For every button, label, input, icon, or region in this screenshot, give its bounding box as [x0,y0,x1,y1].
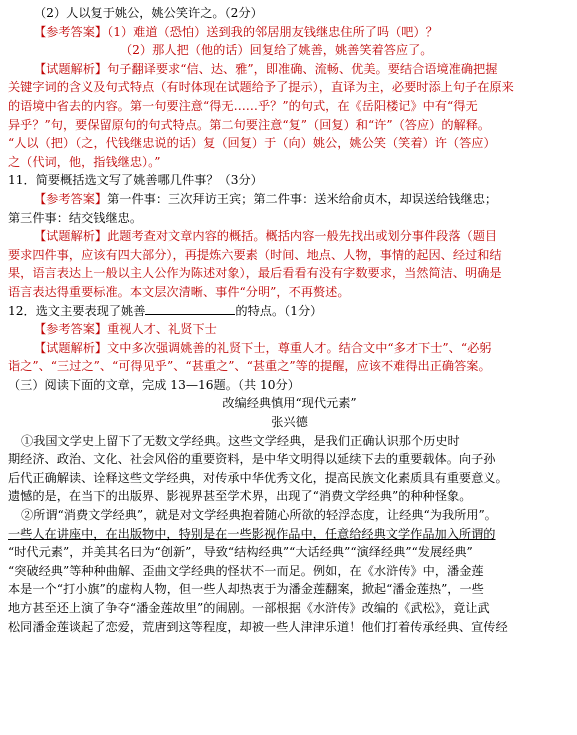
q12-answer [8,320,571,339]
q11-analysis-line: 语言表达得重要标准。本文层次清晰、事件“分明”，不再赘述。 [8,284,350,299]
section-heading: （三）阅读下面的文章，完成 13—16题。（共 10分） [8,377,300,392]
answer-text: 第一件事：三次拜访王宾；第二件事：送米给俞贞木，却误送给钱继忠； [107,191,498,206]
analysis-text: 此题考查对文章内容的概括。概括内容一般先找出或划分事件段落（题目 [107,229,498,244]
analysis-tag: 【试题解析】 [34,340,108,355]
q11-answer-line [8,190,571,209]
analysis-tag: 【试题解析】 [34,61,108,76]
article-p2-line: 一些人在讲座中，在出版物中，特别是在一些影视作品中，任意给经典文学作品加入所谓的 [8,526,496,541]
answer-tag: 【参考答案】 [34,322,108,337]
q10-2-analysis-line [8,60,571,79]
article-title: 改编经典慎用“现代元素” [222,396,357,411]
q10-2-analysis-line: “人以（把）（之，代钱继忠说的话）复（回复）于（向）姚公，姚公笑（笑着）许（答应） [8,136,496,151]
q11-analysis-line: 要求四件事，应该有四大部分），再提炼六要素（时间、地点、人物，事情的起因、经过和结 [8,247,502,262]
article-p1-line: 遗憾的是，在当下的出版界、影视界甚至学术界，出现了“消费文学经典”的种种怪象。 [8,489,472,504]
article-p1-line: ①我国文学史上留下了无数文学经典。这些文学经典，是我们正确认识那个历史时 [21,433,460,448]
article-p1-line: 期经济、政治、文化、社会风俗的重要资料，是中华文明得以延续下去的重要载体。向子孙 [8,452,496,467]
analysis-text: 句子翻译要求“信、达、雅”，即准确、流畅、优美。要结合语境准确把握 [107,61,498,76]
article-author: 张兴德 [271,415,308,430]
q10-2-analysis-line: 的语境中省去的内容。第一句要注意“得无……乎？”的句式，在《岳阳楼记》中有“得无 [8,98,478,113]
q12-analysis-line: 诣之”、“三过之”、“可得见乎”、“甚重之”、“甚重之”等的提醒，应该不难得出正确答案。 [8,359,491,374]
article-p2-line: “突破经典”等种种曲解、歪曲文学经典的怪状不一而足。例如，在《水浒传》中，潘金莲 [8,563,484,578]
answer-tag: 【参考答案】 [34,24,108,39]
q10-2-question: （2）人以复于姚公，姚公笑许之。（2分） [34,6,263,20]
q11-analysis-line [8,227,571,246]
answer-text: 重视人才、礼贤下士 [107,322,217,337]
analysis-tag: 【试题解析】 [34,229,108,244]
article-p2-line: “时代元素”，并美其名曰为“创新”，导致“结构经典”“大话经典”“演绎经典”“发展经典” [8,545,473,560]
q12-question [8,302,571,321]
analysis-text: 文中多次强调姚善的礼贤下士，尊重人才。结合文中“多才下士”、“必躬 [107,340,492,355]
article-p2-line: 本是一个“打小旗”的虚构人物，但一些人却热衷于为潘金莲翻案，掀起“潘金莲热”，一些 [8,582,484,597]
article-p1-line: 后代正确解读、诠释这些文学经典，对传承中华优秀文化，提高民族文化素质具有重要意义。 [8,470,508,485]
answer-tag: 【参考答案】 [34,191,108,206]
q11-analysis-line: 果，语言表达上一般以主人公作为陈述对象），最后看看有没有字数要求，当然简洁、明确是 [8,266,502,281]
answer-text: （1）难道（恐怕）送到我的邻居朋友钱继忠住所了吗（吧）？ [107,24,438,39]
q12-analysis-line [8,339,571,358]
answer-blank [145,304,235,315]
article-p2-line: 地方甚至还上演了争夺“潘金莲故里”的闹剧。一部根据《水浒传》改编的《武松》，竟让武 [8,601,490,615]
q12-question-pre: 12．选文主要表现了姚善 [8,303,146,318]
q10-2-answer-1 [8,23,571,42]
q11-answer-line: 第三件事：结交钱继忠。 [8,210,143,225]
q10-2-answer-2 [8,41,571,60]
q12-question-post: 的特点。（1分） [235,303,323,318]
article-p2-line: ②所谓“消费文学经典”，就是对文学经典抱着随心所欲的轻浮态度，让经典“为我所用”。 [21,508,497,523]
q10-2-analysis-line: 异乎？”句，要保留原句的句式特点。第二句要注意“复”（回复）和“许”（答应）的解释。 [8,117,491,132]
article-p2-line: 松同潘金莲谈起了恋爱，荒唐到这等程度，却被一些人津津乐道！他们打着传承经典、宣传经 [8,619,508,634]
q10-2-analysis-line: 关键字词的含义及句式特点（有时体现在试题给予了提示），直译为主，必要时添上句子在原来 [8,80,514,95]
q11-question: 11．简要概括选文写了姚善哪几件事？（3分） [8,173,263,188]
q10-2-analysis-line: 之（代词，他，指钱继忠）。” [8,154,161,169]
answer-text: （2）那人把（他的话）回复给了姚善，姚善笑着答应了。 [120,43,433,58]
